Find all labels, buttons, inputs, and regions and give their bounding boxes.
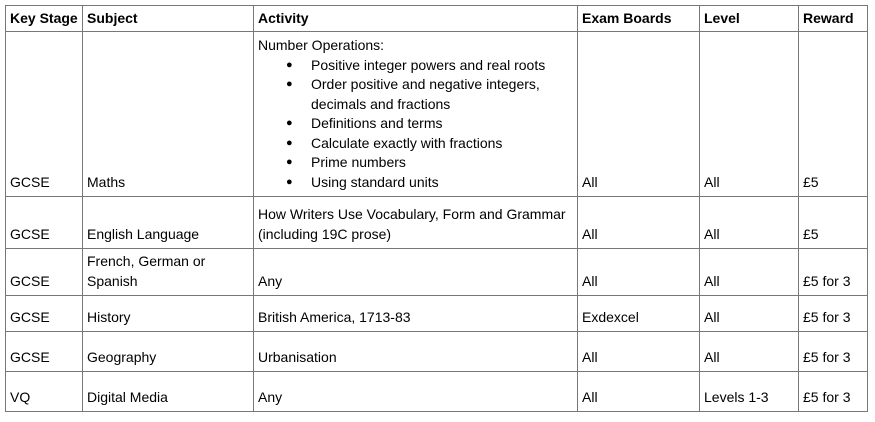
activity-list-item: ● Definitions and terms: [311, 114, 577, 134]
header-activity: Activity: [254, 6, 578, 32]
cell-level: All: [700, 332, 799, 372]
cell-exam-boards: All: [578, 372, 700, 412]
cell-activity: Any: [254, 249, 578, 296]
cell-subject: Digital Media: [83, 372, 254, 412]
cell-reward: £5: [799, 32, 868, 197]
cell-activity: Urbanisation: [254, 332, 578, 372]
cell-exam-boards: Exdexcel: [578, 296, 700, 332]
cell-key-stage: GCSE: [6, 249, 83, 296]
activities-table: [5, 5, 868, 412]
cell-level: All: [700, 197, 799, 249]
cell-subject: English Language: [83, 197, 254, 249]
cell-key-stage: GCSE: [6, 197, 83, 249]
activity-title: Number Operations:: [258, 37, 385, 53]
cell-exam-boards: All: [578, 249, 700, 296]
cell-key-stage: GCSE: [6, 332, 83, 372]
activity-list-item: ● Order positive and negative integers, decimals and fractions: [311, 75, 577, 114]
activity-list-item: ● Using standard units: [311, 173, 577, 193]
cell-subject: History: [83, 296, 254, 332]
cell-activity: Any: [254, 372, 578, 412]
table-row-maths: [6, 32, 868, 197]
cell-key-stage: GCSE: [6, 32, 83, 197]
activity-list-item: ● Calculate exactly with fractions: [311, 134, 577, 154]
header-key-stage: Key Stage: [6, 6, 83, 32]
cell-subject: Geography: [83, 332, 254, 372]
cell-exam-boards: All: [578, 197, 700, 249]
table-row-languages: [6, 249, 868, 296]
cell-reward: £5: [799, 197, 868, 249]
cell-reward: £5 for 3: [799, 372, 868, 412]
cell-exam-boards: All: [578, 32, 700, 197]
cell-exam-boards: All: [578, 332, 700, 372]
cell-activity: [254, 32, 578, 197]
header-reward: Reward: [799, 6, 868, 32]
header-exam-boards: Exam Boards: [578, 6, 700, 32]
cell-reward: £5 for 3: [799, 296, 868, 332]
cell-level: All: [700, 249, 799, 296]
header-level: Level: [700, 6, 799, 32]
cell-key-stage: GCSE: [6, 296, 83, 332]
cell-key-stage: VQ: [6, 372, 83, 412]
cell-reward: £5 for 3: [799, 332, 868, 372]
cell-level: All: [700, 32, 799, 197]
cell-level: All: [700, 296, 799, 332]
cell-activity: How Writers Use Vocabulary, Form and Grammar (including 19C prose): [254, 197, 578, 249]
cell-subject: French, German or Spanish: [83, 249, 254, 296]
table-row-english: [6, 197, 868, 249]
cell-subject: Maths: [83, 32, 254, 197]
table-row-geography: [6, 332, 868, 372]
table-row-history: [6, 296, 868, 332]
header-subject: Subject: [83, 6, 254, 32]
cell-reward: £5 for 3: [799, 249, 868, 296]
cell-level: Levels 1-3: [700, 372, 799, 412]
activity-list-item: ● Positive integer powers and real roots: [311, 56, 577, 76]
cell-activity: British America, 1713-83: [254, 296, 578, 332]
activity-list-item: ● Prime numbers: [311, 153, 577, 173]
table-row-digital-media: [6, 372, 868, 412]
header-row: [6, 6, 868, 32]
activity-list: [258, 56, 577, 193]
